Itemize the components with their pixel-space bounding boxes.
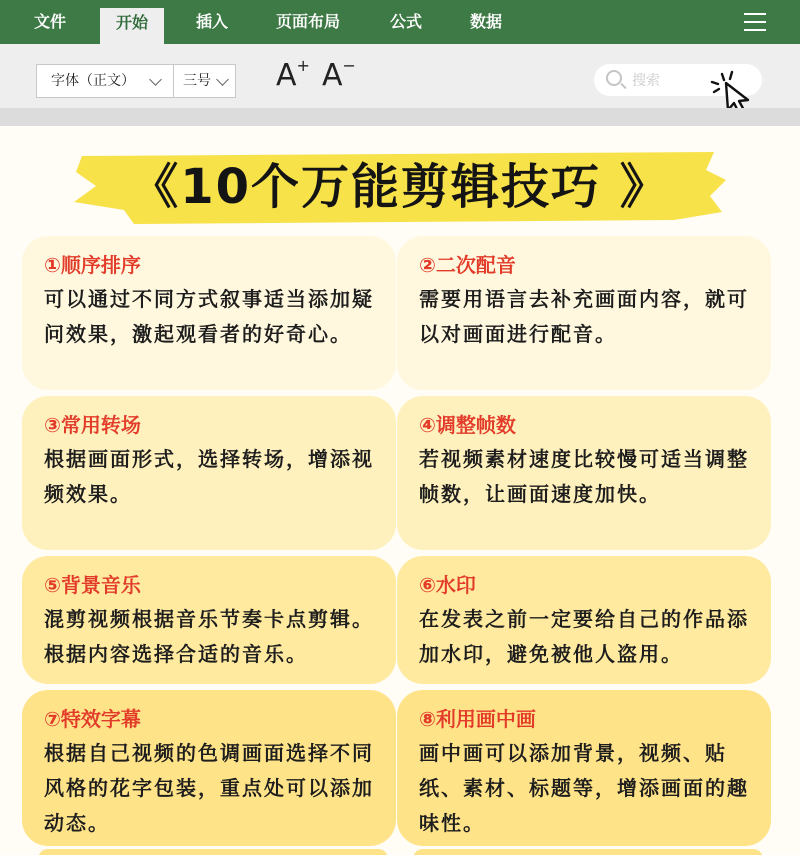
decrease-font-button[interactable] [322, 58, 356, 93]
grow-font-glyph: A [276, 58, 297, 93]
font-family-value: 字体（正文） [51, 73, 135, 89]
tip-title: ⑧利用画中画 [419, 707, 536, 731]
tip-card-7 [22, 690, 396, 846]
page-title: 《10个万能剪辑技巧 》 [130, 159, 670, 215]
search-icon [606, 70, 622, 86]
ribbon-tab-bar [0, 0, 800, 44]
tip-body: 若视频素材速度比较慢可适当调整帧数，让画面速度加快。 [419, 447, 749, 506]
tip-title: ①顺序排序 [44, 253, 141, 277]
tip-body: 根据自己视频的色调画面选择不同风格的花字包装，重点处可以添加动态。 [44, 741, 374, 835]
tip-body: 混剪视频根据音乐节奏卡点剪辑。根据内容选择合适的音乐。 [44, 607, 374, 666]
shrink-font-sign: − [342, 56, 356, 75]
tip-card-5 [22, 556, 396, 684]
next-card-edge [413, 849, 763, 855]
tip-body: 根据画面形式，选择转场，增添视频效果。 [44, 447, 374, 506]
hamburger-menu-icon[interactable] [744, 13, 766, 31]
tip-title: ②二次配音 [419, 253, 516, 277]
shrink-font-glyph: A [322, 58, 343, 93]
grow-font-sign: + [296, 56, 310, 75]
tip-title: ⑥水印 [419, 573, 476, 597]
tip-title: ④调整帧数 [419, 413, 516, 437]
chevron-down-icon [216, 73, 229, 86]
tab-page-layout[interactable]: 页面布局 [275, 12, 340, 31]
tip-title: ⑤背景音乐 [44, 573, 141, 597]
search-placeholder: 搜索 [632, 73, 660, 89]
tip-body: 画中画可以添加背景，视频、贴纸、素材、标题等，增添画面的趣味性。 [419, 741, 749, 835]
tab-data[interactable]: 数据 [469, 12, 502, 31]
tip-title: ③常用转场 [44, 413, 141, 437]
font-family-select[interactable] [36, 64, 174, 98]
tip-title: ⑦特效字幕 [44, 707, 141, 731]
tip-card-8 [397, 690, 771, 846]
tip-card-6 [397, 556, 771, 684]
chevron-down-icon [149, 73, 162, 86]
tip-card-1 [22, 236, 396, 390]
tab-formula[interactable]: 公式 [389, 12, 422, 31]
increase-font-button[interactable] [276, 58, 310, 93]
tip-body: 需要用语言去补充画面内容，就可以对画面进行配音。 [419, 287, 749, 346]
next-card-edge [38, 849, 388, 855]
font-size-select[interactable] [173, 64, 236, 98]
tip-card-2 [397, 236, 771, 390]
tip-card-4 [397, 396, 771, 550]
tab-home[interactable]: 开始 [100, 8, 164, 44]
toolbar-divider [0, 108, 800, 126]
tip-body: 在发表之前一定要给自己的作品添加水印，避免被他人盗用。 [419, 607, 749, 666]
tab-file[interactable]: 文件 [33, 12, 66, 31]
font-size-value: 三号 [183, 73, 211, 89]
ribbon-toolbar [0, 44, 800, 108]
tip-card-3 [22, 396, 396, 550]
tab-insert[interactable]: 插入 [195, 12, 228, 31]
tip-body: 可以通过不同方式叙事适当添加疑问效果，激起观看者的好奇心。 [44, 287, 374, 346]
